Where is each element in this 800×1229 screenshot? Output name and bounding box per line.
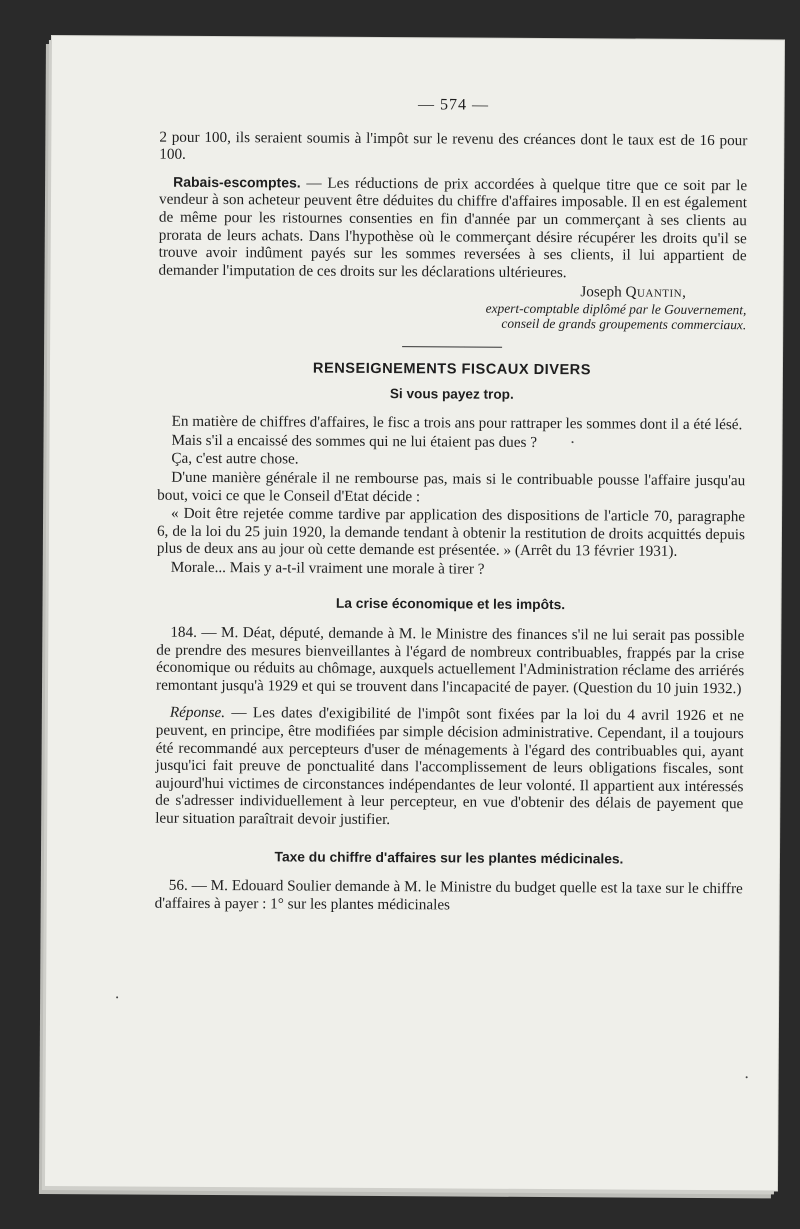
ink-speck [746,1076,748,1078]
section-subtitle: Si vous payez trop. [389,385,514,402]
signature-title-2: conseil de grands groupements commerciaux. [501,315,747,333]
section-divider [402,346,502,348]
signature-name: Joseph Quantin, [580,283,687,302]
page-number: — 574 — [418,96,490,114]
rabais-paragraph [159,173,748,282]
page-content [155,95,748,916]
section-paragraph: En matière de chiffres d'affaires, le fisc a trois ans pour rattraper les sommes dont il a été lésé. [171,412,743,434]
crise-answer [155,704,744,831]
taxe-heading: Taxe du chiffre d'affaires sur les plantes médicinales. [274,848,624,867]
section-paragraph: Mais s'il a encaissé des sommes qui ne lui étaient pas dues ? [171,431,538,451]
crise-heading: La crise économique et les impôts. [335,596,566,613]
answer-text: — Les dates d'exigibilité de l'impôt sont fixées par la loi du 4 avril 1926 et ne peuvent, en principe, être modifiées par simple décision administrative. Cependant, il a toujours été recommandé aux percepteurs d'user de ménagements à l'égard des contribuables qui, ayant jusqu'ici fait preuve de ponctualité dans l'accomplissement de leurs obligations fiscales, sont aujourd'hui victimes de circonstances indépendantes de leur volonté. Il appartient aux intéressés de s'adresser individuellement à leur percepteur, en vue d'obtenir des délais de payement que leur situation paraîtrait devoir justifier. [155,704,744,829]
taxe-paragraph: 56. — M. Edouard Soulier demande à M. le Ministre du budget quelle est la taxe sur le chiffre d'affaires à payer : 1° sur les plantes médicinales [154,876,743,914]
section-paragraph: Ça, c'est autre chose. [171,450,299,468]
document-page [45,36,784,1190]
intro-paragraph: 2 pour 100, ils seraient soumis à l'impôt sur le revenu des créances dont le taux est de 16 pour 100. [159,128,748,164]
signature-title-1: expert-comptable diplômé par le Gouvernement, [485,300,747,318]
rabais-text: — Les réductions de prix accordées à quelque titre que ce soit par le vendeur à son acheteur peuvent être déduites du chiffre d'affaires imposable. Il en est également de même pour les ristournes consenties en fin d'année par un commerçant à ses clients au prorata de leurs achats. Dans l'hypothèse où le commerçant désire récupérer les droits qu'il se trouve avoir indûment payés sur les sommes reversées à ses clients, il lui appartient de demander l'imputation de ces droits sur les déclarations ultérieures. [158,174,748,281]
section-paragraph: « Doit être rejetée comme tardive par application des dispositions de l'article 70, paragraphe 6, de la loi du 25 juin 1920, la demande tendant à obtenir la restitution de droits acquittés depuis plus de deux ans au jour où cette demande est présentée. » (Arrêt du 13 février 1931). [156,504,746,561]
crise-question: 184. — M. Déat, député, demande à M. le Ministre des finances s'il ne lui serait pas possible de prendre des mesures bienveillantes à l'égard de nombreux contribuables, frappés par la crise économique ou réduits au chômage, auxquels actuellement l'Administration réclame des arriérés remontant jusqu'à 1929 et qui se trouvent dans l'incapacité de payer. (Question du 10 juin 1932.) [155,623,745,698]
section-paragraph: D'une manière générale il ne rembourse pas, mais si le contribuable pousse l'affaire jusqu'au bout, voici ce que le Conseil d'Etat décide : [157,468,746,505]
section-title: RENSEIGNEMENTS FISCAUX DIVERS [312,360,592,379]
section-paragraph: Morale... Mais y a-t-il vraiment une morale à tirer ? [170,558,485,578]
ink-speck [116,996,118,998]
rabais-lead: Rabais-escomptes. [173,173,301,191]
answer-label: Réponse. [169,704,226,722]
